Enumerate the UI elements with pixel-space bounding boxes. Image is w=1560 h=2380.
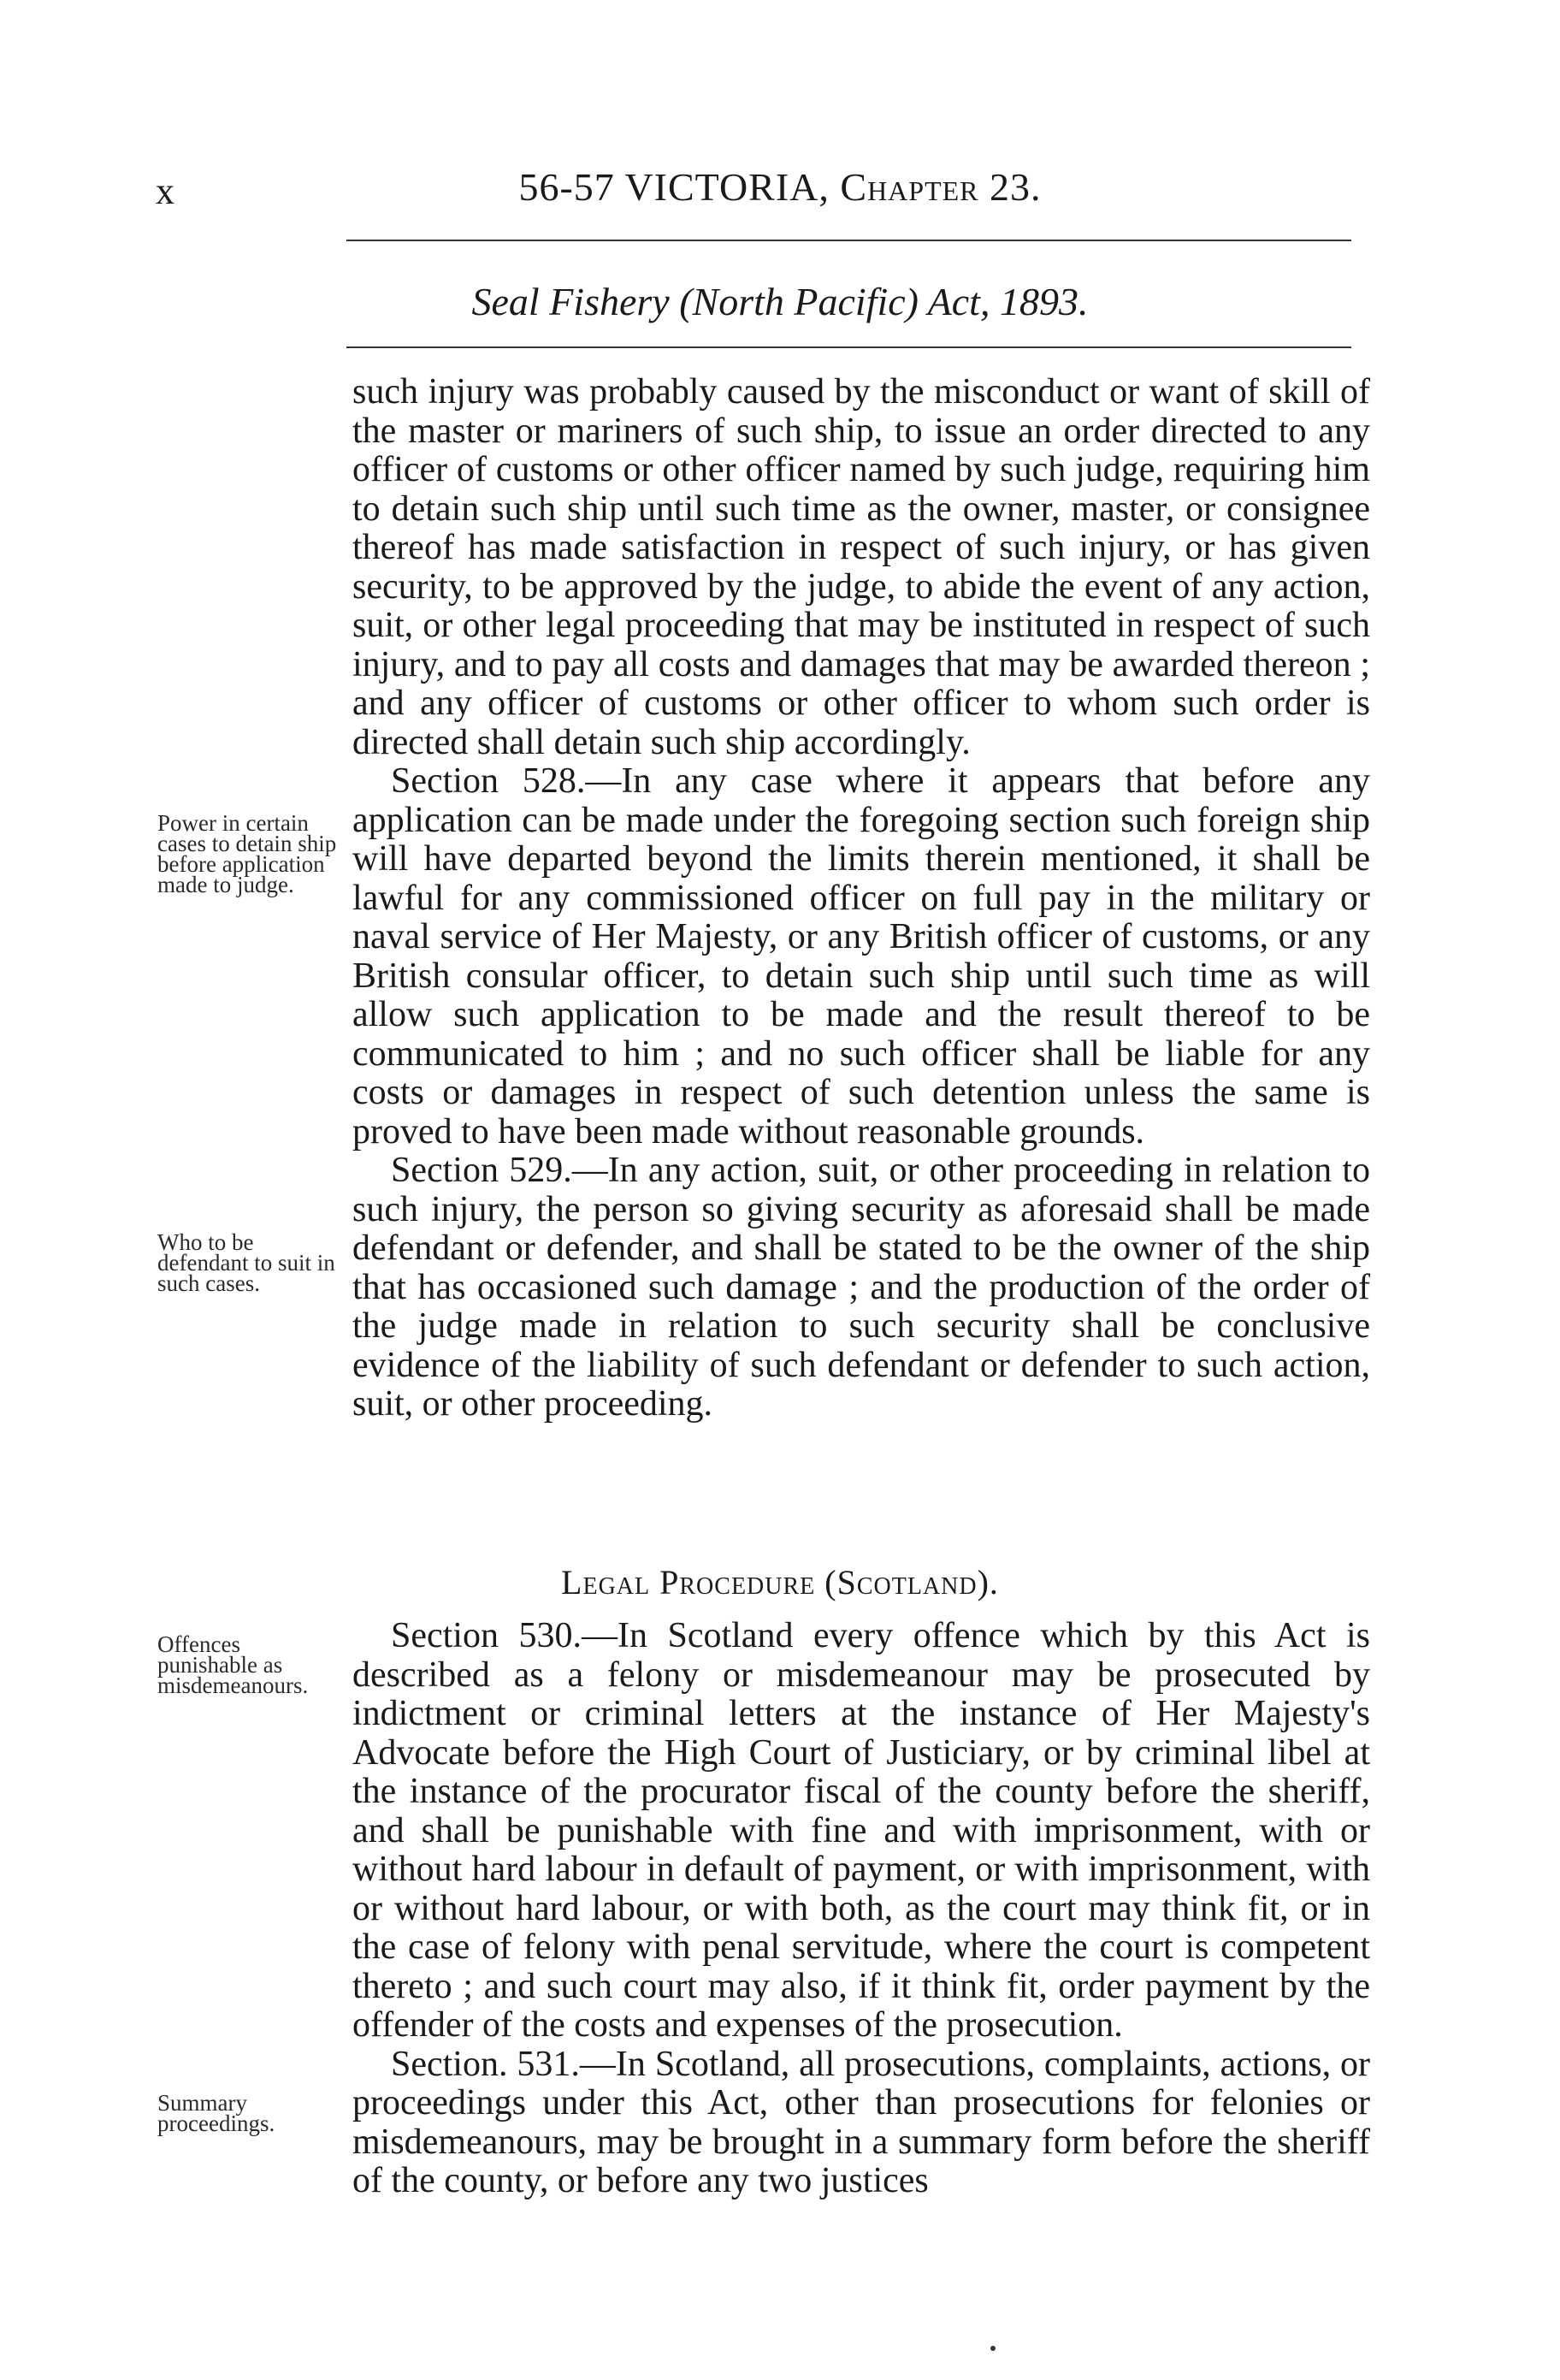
body-block-2	[352, 1617, 1370, 2201]
running-title-chapter: Chapter 23.	[840, 165, 1042, 209]
paragraph-intro: such injury was probably caused by the misconduct or want of skill of the master or mariners of such ship, to issue an order directed to any officer of customs or other officer named by such judge, requiring him to detain such ship until such time as the owner, master, or consignee thereof has made satisfaction in respect of such injury, or has given security, to be approved by the judge, to abide the event of any action, suit, or other legal proceeding that may be instituted in respect of such injury, and to pay all costs and damages that may be awarded thereon ; and any officer of customs or other officer to whom such order is directed shall detain such ship accordingly.	[352, 372, 1370, 762]
paragraph-section-529: Section 529.—In any action, suit, or other proceeding in relation to such injury, the person so giving security as aforesaid shall be made defendant or defender, and shall be stated to be the owner of the ship that has occasioned such damage ; and the production of the order of the judge made in relation to such security shall be conclusive evidence of the liability of such defendant or defender to such action, suit, or other proceeding.	[352, 1151, 1370, 1424]
paragraph-section-528: Section 528.—In any case where it appears that before any application can be made under the foregoing section such foreign ship will have departed beyond the limits therein mentioned, it shall be lawful for any commissioned officer on full pay in the military or naval service of Her Majesty, or any British officer of customs, or any British consular officer, to detain such ship until such time as will allow such application to be made and the result thereof to be communicated to him ; and no such officer shall be liable for any costs or damages in respect of such detention unless the same is proved to have been made without reasonable grounds.	[352, 761, 1370, 1152]
paragraph-section-531: Section. 531.—In Scotland, all prosecutions, complaints, actions, or proceedings under this Act, other than prosecutions for felonies or misdemeanours, may be brought in a summary form before the sheriff of the county, or before any two justices	[352, 2044, 1370, 2200]
margin-note-power: Power in certain cases to detain ship before application made to judge.	[157, 810, 337, 897]
running-title-prefix: 56-57 VICTORIA,	[518, 165, 841, 209]
margin-note-offences: Offences punishable as misdemeanours.	[157, 1631, 309, 1698]
page-number: x	[156, 170, 174, 212]
body-block-1	[352, 373, 1370, 1424]
page-speck	[990, 2346, 996, 2351]
margin-note-defendant: Who to be defendant to suit in such cases.	[157, 1229, 335, 1296]
header-rule-top	[346, 240, 1351, 241]
act-title: Seal Fishery (North Pacific) Act, 1893.	[471, 280, 1089, 323]
heading-legal-procedure: Legal Procedure (Scotland).	[561, 1563, 999, 1601]
paragraph-section-530: Section 530.—In Scotland every offence which by this Act is described as a felony or misdemeanour may be prosecuted by indictment or criminal letters at the instance of Her Majesty's Advocate before the High Court of Justiciary, or by criminal libel at the instance of the procurator fiscal of the county before the sheriff, and shall be punishable with fine and with imprisonment, with or without hard labour in default of payment, or with imprisonment, with or without hard labour, or with both, as the court may think fit, or in the case of felony with penal servitude, where the court is competent thereto ; and such court may also, if it think fit, order payment by the offender of the costs and expenses of the prosecution.	[352, 1616, 1370, 2045]
margin-note-summary: Summary proceedings.	[157, 2090, 275, 2136]
running-title	[0, 164, 1560, 210]
header-rule-bottom	[346, 346, 1351, 348]
